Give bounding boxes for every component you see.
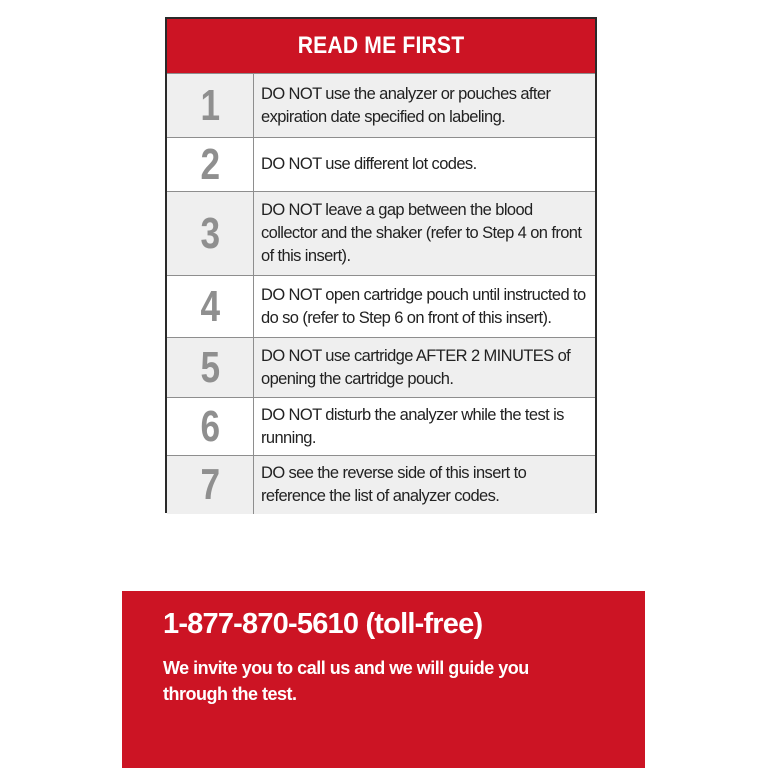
step-number: 7	[167, 456, 254, 514]
step-text: DO NOT disturb the analyzer while the test is running.	[261, 405, 564, 447]
step-text: DO NOT open cartridge pouch until instructed to do so (refer to Step 6 on front of this insert).	[261, 285, 586, 327]
instruction-row	[167, 397, 595, 455]
card-title: READ ME FIRST	[193, 19, 570, 73]
read-me-first-card	[165, 17, 597, 513]
step-number: 2	[167, 138, 254, 191]
instruction-row	[167, 337, 595, 397]
step-number: 3	[167, 192, 254, 275]
instruction-row	[167, 137, 595, 191]
phone-number: 1-877-870-5610 (toll-free)	[163, 608, 483, 640]
step-number: 4	[167, 276, 254, 337]
instruction-row	[167, 191, 595, 275]
step-text: DO NOT use cartridge AFTER 2 MINUTES of opening the cartridge pouch.	[261, 346, 571, 388]
contact-message: We invite you to call us and we will guide you through the test.	[163, 658, 529, 704]
card-header	[167, 19, 595, 74]
step-text: DO NOT use different lot codes.	[261, 155, 477, 173]
instruction-row	[167, 275, 595, 337]
step-number: 6	[167, 398, 254, 455]
instruction-row	[167, 74, 595, 137]
instruction-list	[167, 74, 595, 514]
step-text: DO see the reverse side of this insert to reference the list of analyzer codes.	[261, 464, 527, 505]
step-number: 5	[167, 338, 254, 397]
instruction-row	[167, 455, 595, 514]
step-text: DO NOT use the analyzer or pouches after expiration date specified on labeling.	[261, 84, 551, 126]
step-number: 1	[167, 74, 254, 137]
contact-banner	[122, 591, 645, 768]
step-text: DO NOT leave a gap between the blood collector and the shaker (refer to Step 4 on front of this insert).	[261, 201, 582, 265]
